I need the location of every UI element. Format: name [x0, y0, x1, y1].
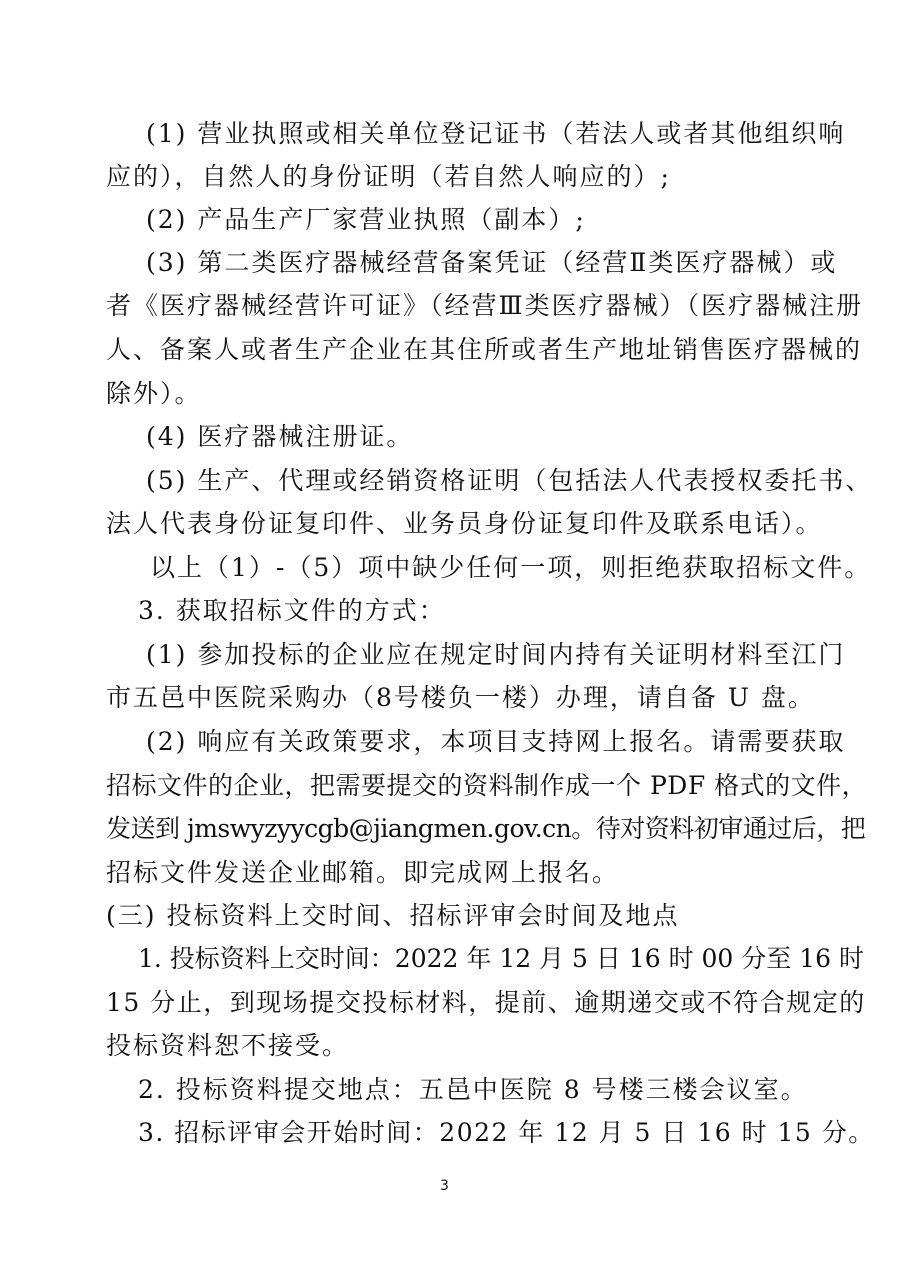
text-line: 投标资料恕不接受。: [106, 1031, 350, 1060]
text-line: 招标文件的企业，把需要提交的资料制作成一个 PDF 格式的文件，: [106, 771, 868, 800]
text-line: (1) 营业执照或相关单位登记证书（若法人或者其他组织响: [146, 119, 846, 148]
text-line: 2. 投标资料提交地点：五邑中医院 8 号楼三楼会议室。: [138, 1075, 808, 1104]
text-line: 市五邑中医院采购办（8号楼负一楼）办理，请自备 U 盘。: [106, 683, 815, 712]
text-line: 发送到 jmswyzyycgb@jiangmen.gov.cn。待对资料初审通过后，把: [106, 814, 866, 843]
text-line: 应的），自然人的身份证明（若自然人响应的）;: [106, 162, 671, 191]
text-line: 法人代表身份证复印件、业务员身份证复印件及联系电话）。: [106, 509, 823, 538]
text-line: (2) 响应有关政策要求，本项目支持网上报名。请需要获取: [146, 727, 846, 756]
text-line: (3) 第二类医疗器械经营备案凭证（经营Ⅱ类医疗器械）或: [146, 248, 838, 277]
text-line: (5) 生产、代理或经销资格证明（包括法人代表授权委托书、: [146, 466, 873, 495]
text-line: 3. 招标评审会开始时间：2022 年 12 月 5 日 16 时 15 分。: [138, 1118, 875, 1147]
text-line: 人、备案人或者生产企业在其住所或者生产地址销售医疗器械的: [106, 335, 863, 364]
text-line: (4) 医疗器械注册证。: [146, 422, 414, 451]
section-heading: (三) 投标资料上交时间、招标评审会时间及地点: [106, 901, 680, 930]
text-line: (1) 参加投标的企业应在规定时间内持有关证明材料至江门: [146, 640, 846, 669]
text-line: 招标文件发送企业邮箱。即完成网上报名。: [106, 858, 620, 887]
text-line: 者《医疗器械经营许可证》（经营Ⅲ类医疗器械）（医疗器械注册: [106, 291, 864, 320]
text-line: (2) 产品生产厂家营业执照（副本）;: [146, 205, 586, 234]
text-line: 除外）。: [106, 379, 202, 408]
text-line: 3. 获取招标文件的方式：: [138, 596, 446, 625]
text-line: 15 分止，到现场提交投标材料，提前、逾期递交或不符合规定的: [106, 988, 866, 1017]
text-line: 1. 投标资料上交时间：2022 年 12 月 5 日 16 时 00 分至 16 时: [138, 944, 864, 973]
page-number: 3: [440, 1178, 449, 1194]
text-line: 以上（1）-（5）项中缺少任何一项，则拒绝获取招标文件。: [150, 553, 872, 582]
